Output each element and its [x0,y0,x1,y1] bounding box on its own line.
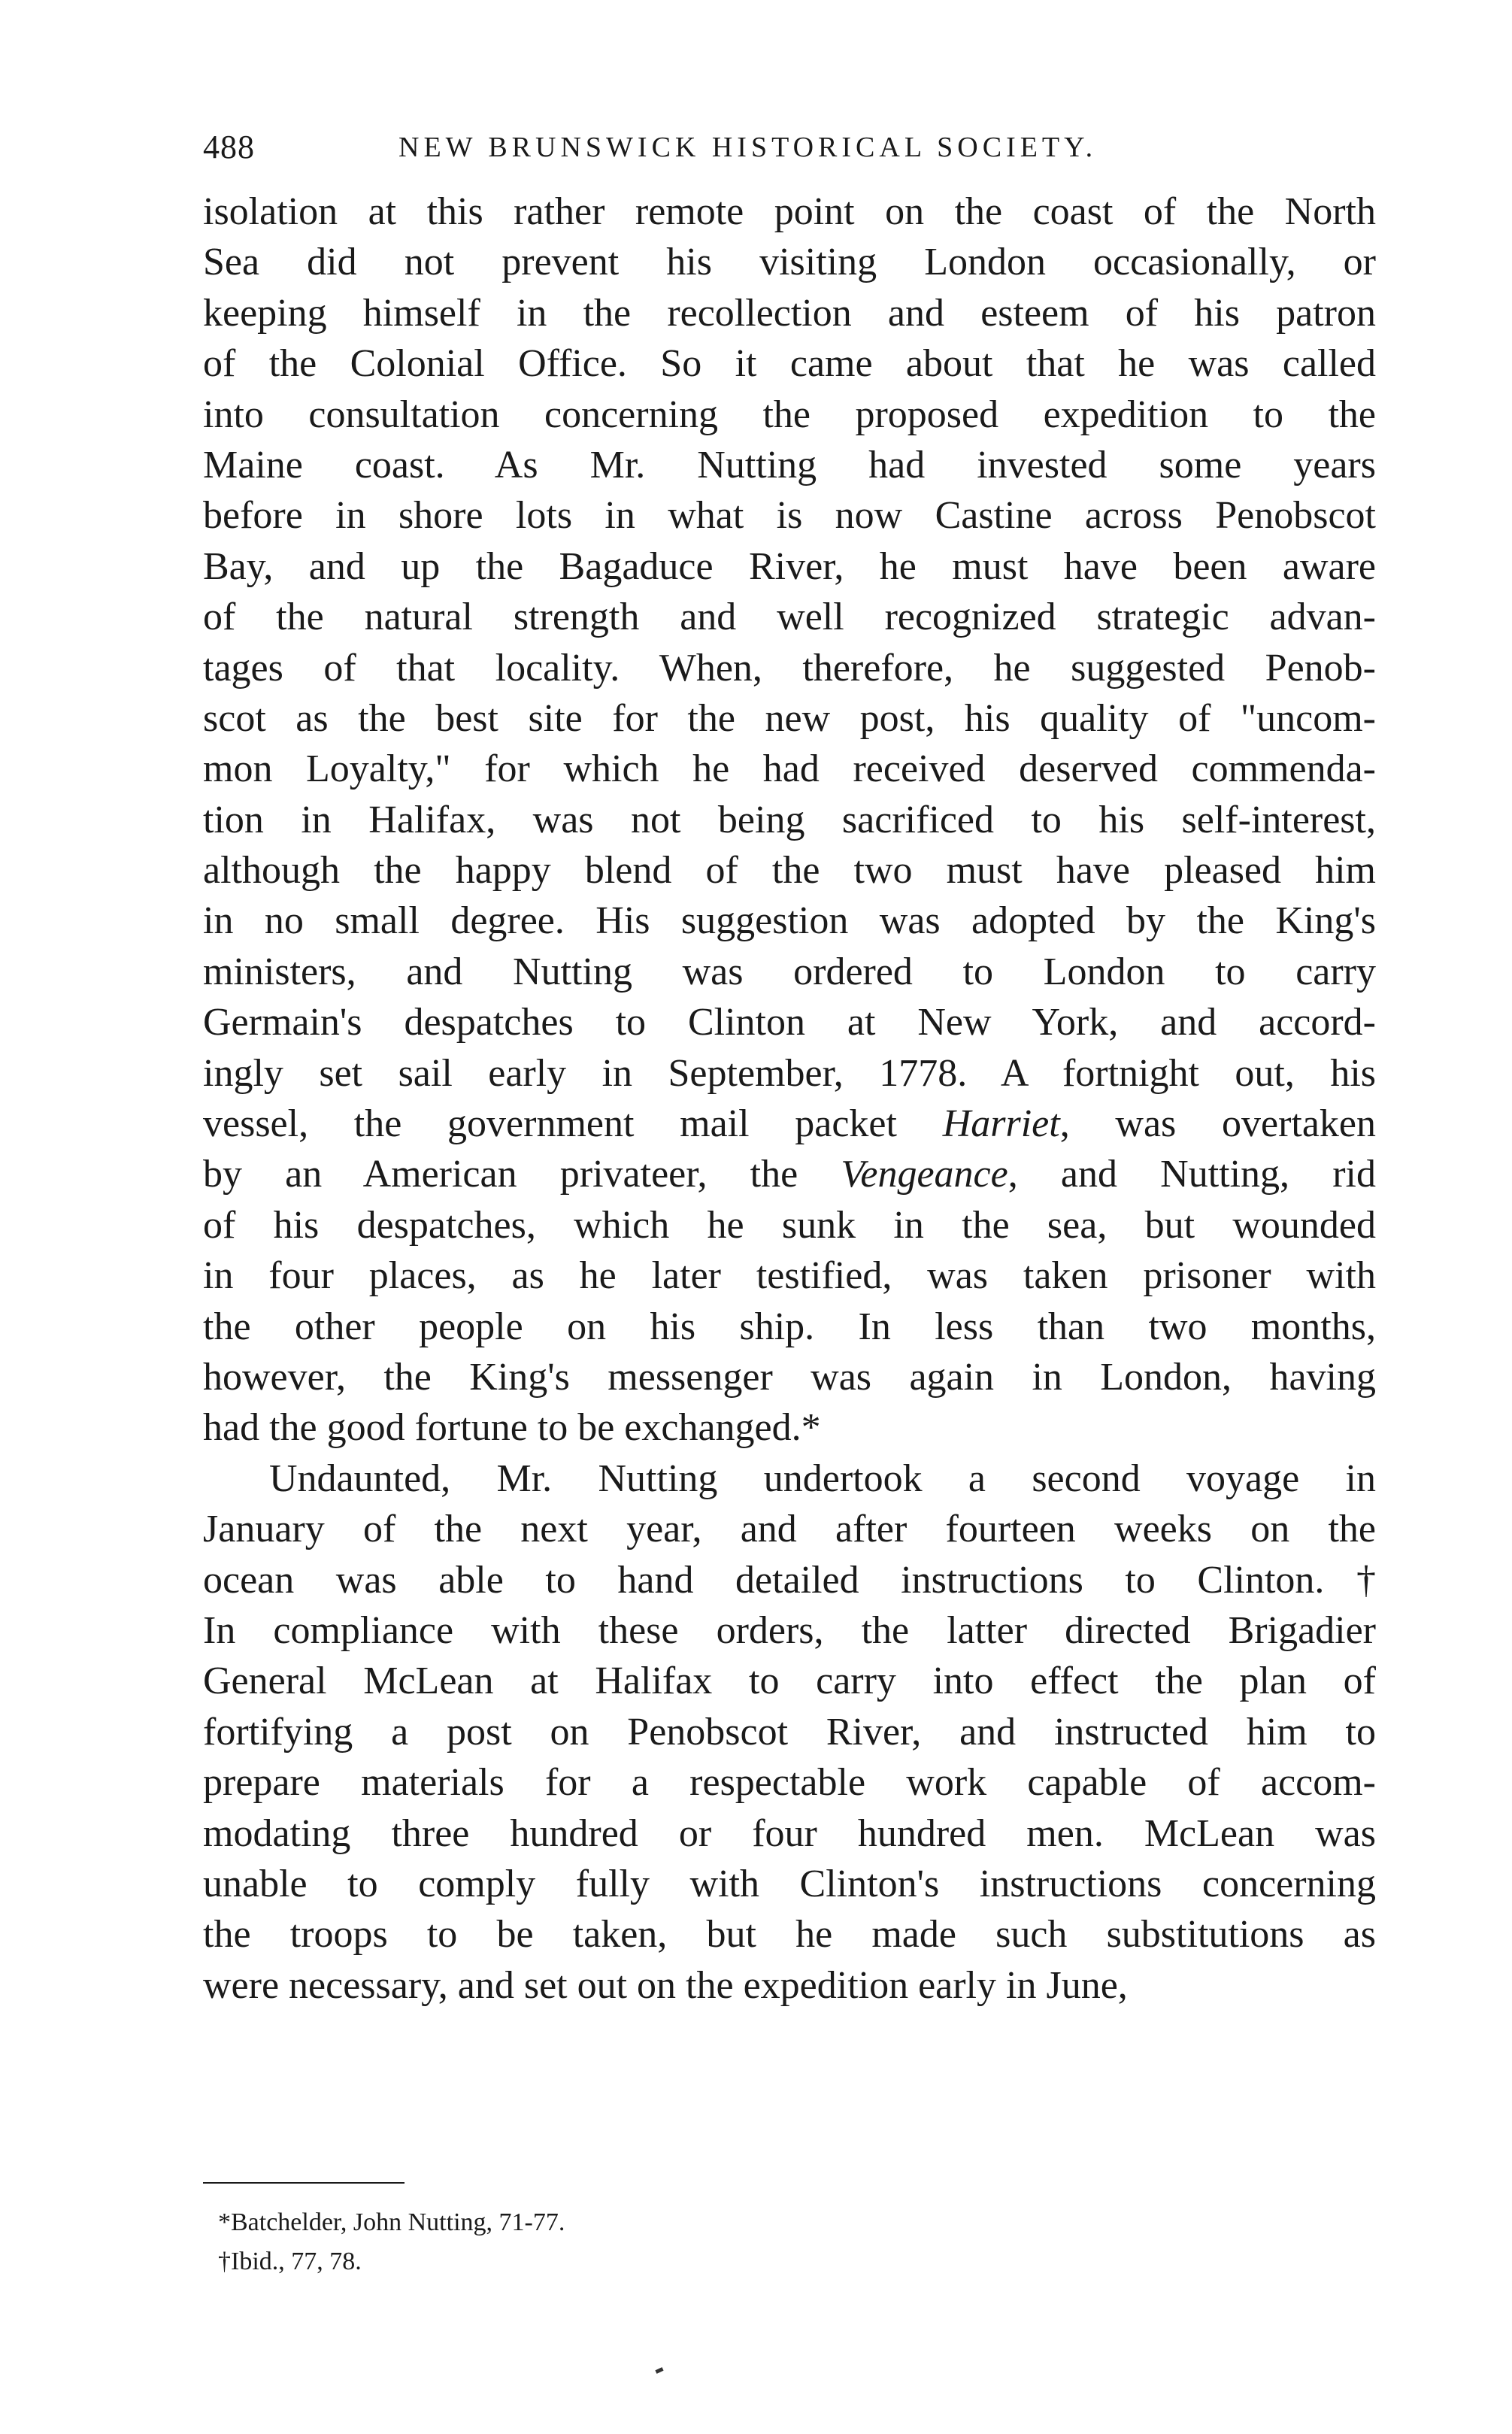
text-line: were necessary, and set out on the expedition early in June, [203,1963,1128,2007]
running-head: NEW BRUNSWICK HISTORICAL SOCIETY. [398,132,1098,163]
text-line: Undaunted, Mr. Nutting undertook a second voyage in [269,1456,1376,1500]
footnote-2: †Ibid., 77, 78. [218,2248,362,2275]
text-line: Germain's despatches to Clinton at New York, and accord- [203,1001,1376,1044]
text-line: in no small degree. His suggestion was adopted by the King's [203,899,1376,943]
text-line: January of the next year, and after fourteen weeks on the [203,1508,1376,1551]
text-line: by an American privateer, the Vengeance, and Nutting, rid [203,1153,1376,1196]
text-line: tion in Halifax, was not being sacrificed to his self-interest, [203,798,1376,841]
text-line: keeping himself in the recollection and esteem of his patron [203,291,1376,335]
text-line: had the good fortune to be exchanged.* [203,1406,821,1450]
text-line: isolation at this rather remote point on the coast of the North [203,190,1376,233]
text-line: in four places, as he later testified, was taken prisoner with [203,1254,1376,1298]
page-number: 488 [203,129,255,165]
text-line: Sea did not prevent his visiting London occasionally, or [203,241,1376,284]
text-line: of his despatches, which he sunk in the sea, but wounded [203,1203,1376,1247]
paragraph-1 [203,186,1376,1453]
text-line: the troops to be taken, but he made such substitutions as [203,1913,1376,1957]
print-speck [655,2367,663,2374]
text-line: Bay, and up the Bagaduce River, he must have been aware [203,544,1376,588]
text-line: vessel, the government mail packet Harriet, was overtaken [203,1102,1376,1146]
text-line: prepare materials for a respectable work capable of accom- [203,1761,1376,1805]
text-line: fortifying a post on Penobscot River, and instructed him to [203,1710,1376,1754]
footnote-divider [203,2182,405,2184]
footnote-1: *Batchelder, John Nutting, 71-77. [218,2208,565,2236]
text-line: ministers, and Nutting was ordered to London to carry [203,950,1376,993]
text-line: ingly set sail early in September, 1778. A fortnight out, his [203,1051,1376,1095]
footnotes [218,2203,1120,2281]
text-line: scot as the best site for the new post, his quality of "uncom- [203,696,1376,740]
text-line: mon Loyalty," for which he had received deserved commenda- [203,747,1376,791]
text-line: tages of that locality. When, therefore, he suggested Penob- [203,646,1376,690]
text-line: of the natural strength and well recognized strategic advan- [203,596,1376,639]
text-line: the other people on his ship. In less than two months, [203,1305,1376,1348]
text-line: into consultation concerning the proposed expedition to the [203,393,1376,436]
text-line: General McLean at Halifax to carry into effect the plan of [203,1660,1376,1703]
text-line: modating three hundred or four hundred men. McLean was [203,1811,1376,1855]
page-header [203,128,1353,173]
body-text [203,186,1376,2011]
text-line: although the happy blend of the two must have pleased him [203,849,1376,893]
text-line: ocean was able to hand detailed instructions to Clinton.† [203,1558,1376,1602]
text-line: Maine coast. As Mr. Nutting had invested some years [203,443,1376,486]
text-line: before in shore lots in what is now Castine across Penobscot [203,494,1376,538]
text-line: In compliance with these orders, the latter directed Brigadier [203,1608,1376,1652]
text-line: of the Colonial Office. So it came about that he was called [203,342,1376,386]
text-line: however, the King's messenger was again in London, having [203,1355,1376,1399]
paragraph-2 [203,1453,1376,2011]
text-line: unable to comply fully with Clinton's instructions concerning [203,1862,1376,1905]
